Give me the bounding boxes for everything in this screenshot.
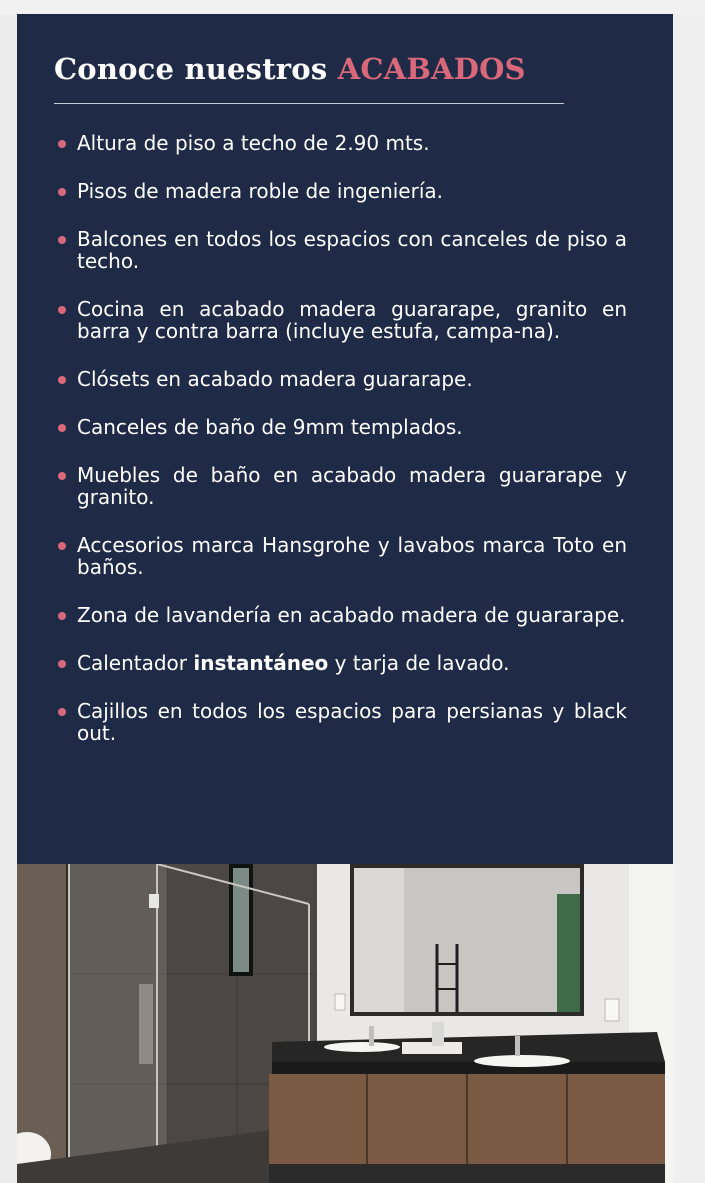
feature-item: Muebles de baño en acabado madera guararape y granito.: [57, 464, 627, 508]
bullet-icon: [58, 306, 66, 314]
bathroom-photo: [17, 864, 673, 1183]
bullet-icon: [58, 708, 66, 716]
feature-item: Zona de lavandería en acabado madera de guararape.: [57, 604, 627, 626]
bullet-icon: [58, 236, 66, 244]
bullet-icon: [58, 376, 66, 384]
feature-item: Cajillos en todos los espacios para persianas y black out.: [57, 700, 627, 744]
bullet-icon: [58, 140, 66, 148]
feature-item: Calentador instantáneo y tarja de lavado.: [57, 652, 627, 674]
bullet-icon: [58, 472, 66, 480]
feature-item: Balcones en todos los espacios con canceles de piso a techo.: [57, 228, 627, 272]
title-divider: [54, 103, 564, 104]
page-margin-right: [673, 14, 705, 1183]
feature-item: Cocina en acabado madera guararape, granito en barra y contra barra (incluye estufa, campa-na).: [57, 298, 627, 342]
bullet-icon: [58, 424, 66, 432]
feature-item: Canceles de baño de 9mm templados.: [57, 416, 627, 438]
bullet-icon: [58, 660, 66, 668]
top-bar: [0, 0, 705, 14]
feature-item: Altura de piso a techo de 2.90 mts.: [57, 132, 627, 154]
title-prefix: Conoce nuestros: [54, 52, 338, 86]
bullet-icon: [58, 188, 66, 196]
bathroom-illustration: [17, 864, 673, 1183]
bullet-icon: [58, 612, 66, 620]
panel-title: [54, 52, 526, 86]
feature-item: Accesorios marca Hansgrohe y lavabos marca Toto en baños.: [57, 534, 627, 578]
bullet-icon: [58, 542, 66, 550]
finishes-panel: [17, 14, 673, 1183]
title-accent: ACABADOS: [337, 52, 526, 86]
bold-word: instantáneo: [193, 651, 329, 675]
feature-item: Pisos de madera roble de ingeniería.: [57, 180, 627, 202]
features-list: [57, 132, 627, 770]
feature-item: Clósets en acabado madera guararape.: [57, 368, 627, 390]
